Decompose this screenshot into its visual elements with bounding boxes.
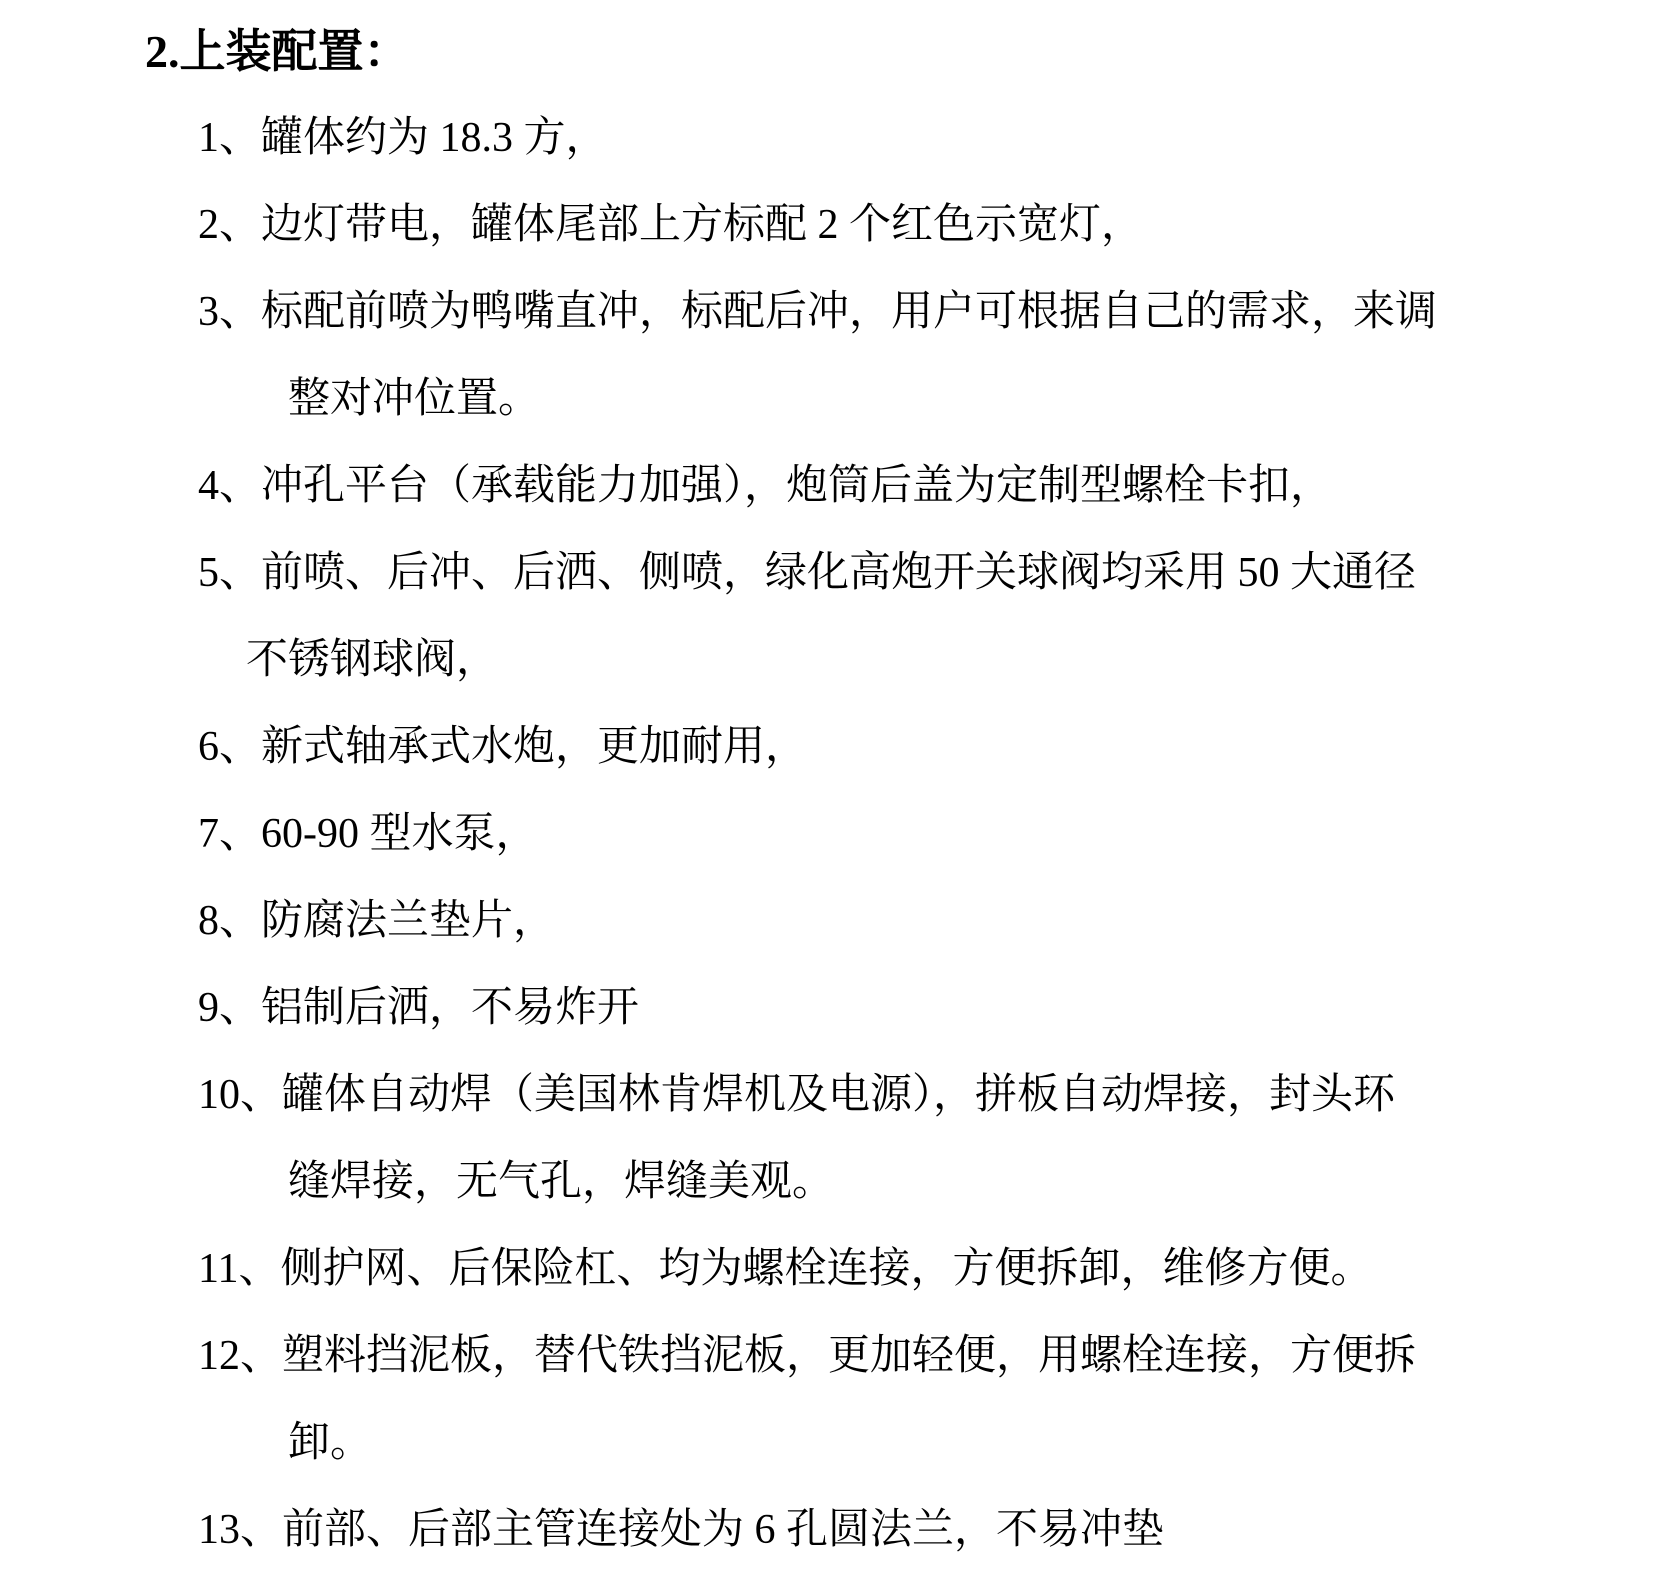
list-item-6: 6、新式轴承式水炮，更加耐用， (198, 724, 808, 770)
section-heading: 2.上装配置： (145, 26, 410, 77)
list-item-5-continuation: 不锈钢球阀， (246, 637, 499, 683)
list-item-12: 12、塑料挡泥板，替代铁挡泥板，更加轻便，用螺栓连接，方便拆 (198, 1333, 1417, 1379)
list-item-1: 1、罐体约为 18.3 方， (198, 115, 608, 161)
list-item-10-continuation: 缝焊接，无气孔，焊缝美观。 (288, 1159, 835, 1205)
list-item-7: 7、60-90 型水泵， (198, 811, 538, 857)
list-item-8: 8、防腐法兰垫片， (198, 898, 556, 944)
list-item-13: 13、前部、后部主管连接处为 6 孔圆法兰，不易冲垫 (198, 1507, 1165, 1553)
list-item-11: 11、侧护网、后保险杠、均为螺栓连接，方便拆卸，维修方便。 (198, 1246, 1373, 1292)
list-item-10: 10、罐体自动焊（美国林肯焊机及电源），拼板自动焊接，封头环 (198, 1072, 1396, 1118)
list-item-4: 4、冲孔平台（承载能力加强），炮筒后盖为定制型螺栓卡扣， (198, 463, 1333, 509)
list-item-5: 5、前喷、后冲、后洒、侧喷，绿化高炮开关球阀均采用 50 大通径 (198, 550, 1417, 596)
list-item-3: 3、标配前喷为鸭嘴直冲，标配后冲，用户可根据自己的需求，来调 (198, 289, 1438, 335)
list-item-12-continuation: 卸。 (288, 1420, 373, 1466)
list-item-3-continuation: 整对冲位置。 (288, 376, 541, 422)
list-item-9: 9、铝制后洒，不易炸开 (198, 985, 640, 1031)
list-item-2: 2、边灯带电，罐体尾部上方标配 2 个红色示宽灯， (198, 202, 1144, 248)
